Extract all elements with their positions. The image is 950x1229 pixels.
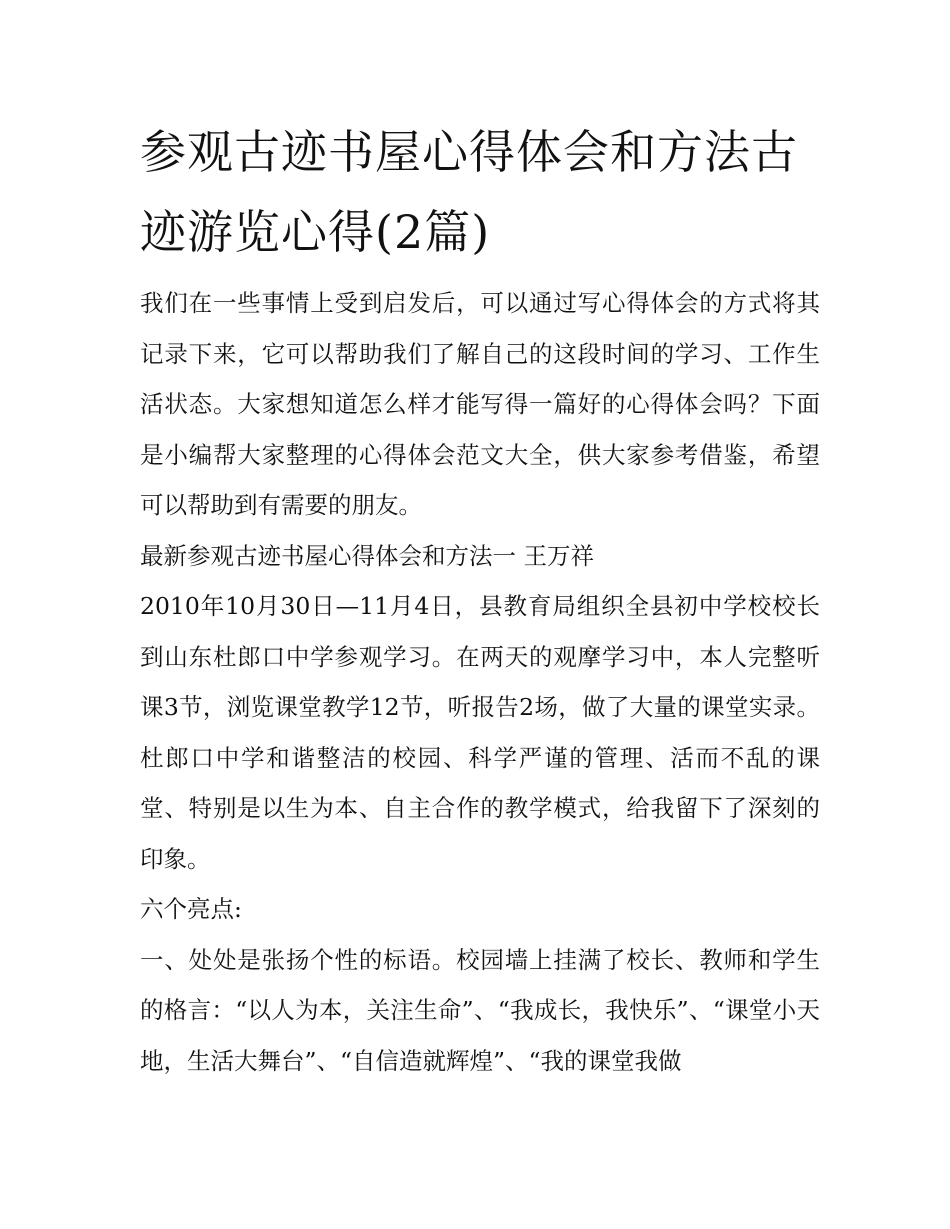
intro-paragraph: 我们在一些事情上受到启发后，可以通过写心得体会的方式将其记录下来，它可以帮助我们了解自己的这段时间的学习、工作生活状态。大家想知道怎么样才能写得一篇好的心得体会吗？下面是小编帮大家整理的心得体会范文大全，供大家参考借鉴，希望可以帮助到有需要的朋友。 [140,289,820,519]
document-body [140,278,820,1086]
highlight-one-paragraph: 一、处处是张扬个性的标语。校园墙上挂满了校长、教师和学生的格言：“以人为本，关注生命”、“我成长，我快乐”、“课堂小天地，生活大舞台”、“自信造就辉煌”、“我的课堂我做 [140,945,820,1075]
section-heading: 最新参观古迹书屋心得体会和方法一 王万祥 [140,541,594,570]
highlights-heading: 六个亮点: [140,895,242,923]
visit-paragraph: 2010年10月30日—11月4日，县教育局组织全县初中学校校长到山东杜郎口中学参观学习。在两天的观摩学习中，本人完整听课3节，浏览课堂教学12节，听报告2场，做了大量的课堂实录。杜郎口中学和谐整洁的校园、科学严谨的管理、活而不乱的课堂、特别是以生为本、自主合作的教学模式，给我留下了深刻的印象。 [140,592,820,873]
document-title: 参观古迹书屋心得体会和方法古迹游览心得(2篇) [140,125,798,259]
